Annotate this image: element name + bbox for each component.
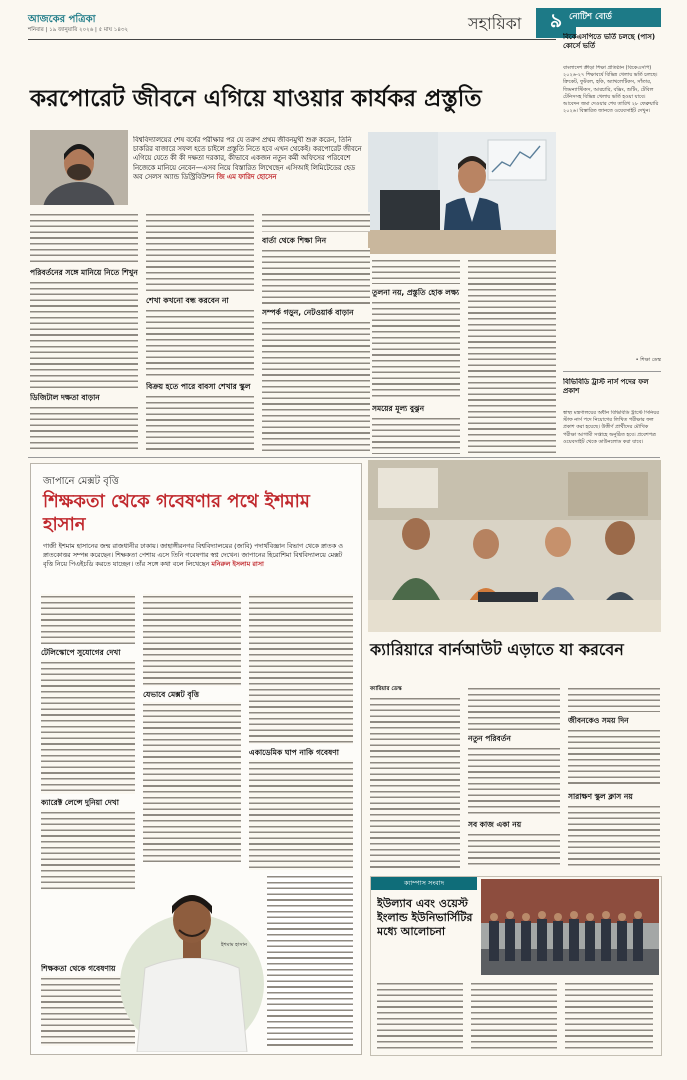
burnout-subhead-2: সব কাজ একা নয়	[468, 820, 522, 829]
lead-subhead-4: বিক্রয় হতে পারে বাবসা শেখার স্কুল	[146, 382, 251, 391]
burnout-byline: ক্যারিয়ার ডেস্ক	[370, 686, 402, 692]
feature-col-2-text-b	[143, 702, 241, 862]
lead-col-1-text-c	[30, 405, 138, 453]
ishmam-portrait-illustration	[117, 864, 267, 1052]
burnout-title: ক্যারিয়ারে বার্নআউট এড়াতে যা করবেন	[370, 640, 624, 659]
lead-col-2-text	[146, 212, 254, 292]
feature-box	[30, 463, 362, 1055]
burnout-subhead-4: সারাক্ষণ স্কুল ক্লাস নয়	[568, 792, 633, 801]
lead-subhead-8: সময়ের মূল্য বুঝুন	[372, 404, 425, 413]
lead-col-3-text	[262, 212, 370, 232]
burnout-col-2-text-c	[468, 832, 560, 868]
feature-subhead-2: যেভাবে মেক্সট বৃত্তি	[143, 690, 200, 699]
lead-subhead-1: ডিজিটাল দক্ষতা বাড়ান	[30, 393, 100, 402]
notice-divider	[563, 371, 661, 372]
lead-subhead-6: সম্পর্ক গড়ুন, নেটওয়ার্ক বাড়ান	[262, 308, 354, 317]
feature-kicker: জাপানে মেক্সট বৃত্তি	[43, 476, 119, 487]
campus-title: ইউল্যাব এবং ওয়েস্ট ইংলান্ড ইউনিভার্সিটির মধ্যে আলোচনা	[377, 897, 473, 938]
paper-logo: আজকের পত্রিকা	[28, 14, 96, 25]
burnout-col-3-text	[568, 686, 660, 712]
main-headline: করপোরেট জীবনে এগিয়ে যাওয়ার কার্যকর প্রস্তুতি	[30, 86, 482, 112]
lead-subhead-3: শেখা কখনো বন্ধ করবেন না	[146, 296, 229, 305]
feature-photo-caption: ইশমাম হাসান	[221, 942, 247, 948]
burnout-col-3-text-c	[568, 804, 660, 868]
burnout-col-2-text-b	[468, 746, 560, 816]
feature-col-1-text	[41, 594, 135, 644]
lead-col-2-text-c	[146, 394, 254, 454]
lead-col-1-text	[30, 212, 138, 264]
campus-label: ক্যাম্পাস সংবাদ	[403, 879, 445, 887]
lead-intro-text: বিশ্ববিদ্যালয়ের শেষ বর্ষের পরীক্ষার পর যে তরুণ প্রথম জীবনমুখী শুরু করেন, তিনি চাকরির বাজারে সফল হতে চাইলে প্রস্তুতি নিতে হবে এখন থেকেই। করপোরেট জীবনে এগিয়ে যেতে কী কী দক্ষতা দরকার, কীভাবে একজন নতুন কর্মী অফিসের পরিবেশে নিজেকে মানিয়ে নেবেন—এসব নিয়ে বিস্তারিত লিখেছেন এসিআই লিমিটেডের হেড অব সেলস অ্যান্ড ডিস্ট্রিবিউশন	[133, 136, 362, 181]
campus-col-1-text	[377, 981, 463, 1049]
notice-1-body: বাংলাদেশ ক্রীড়া শিক্ষা প্রতিষ্ঠান (বিকেএসপি) ২০২৬-২৭ শিক্ষাবর্ষে বিভিন্ন খেলায় ভর্তি চলছে। ক্রিকেট, ফুটবল, হকি, অ্যাথলেটিকস, সাঁতার, জিমন্যাস্টিকস, আরচারি, বক্সিং, শুটিং, টেবিল টেনিসসহ বিভিন্ন খেলায় ভর্তি হওয়া যাবে। আবেদন জমা দেওয়ার শেষ তারিখ ২৮ ফেব্রুয়ারি ২০২৬। বিস্তারিত জানতে ওয়েবসাইট দেখুন।	[563, 65, 659, 115]
feature-col-3-text	[249, 594, 353, 744]
notice-1-title: বিকেএসপিতে ভর্তি চলছে (পাস) কোর্সে ভর্তি	[563, 33, 656, 50]
feature-portrait	[117, 864, 267, 1052]
feature-subhead-3: ক্যারেক্ট লেন্সে দুনিয়া দেখা	[41, 798, 119, 807]
feature-col-1-text-b	[41, 660, 135, 794]
lead-subhead-5: বার্তা থেকে শিক্ষা নিন	[262, 236, 327, 245]
lead-col-1-text-b	[30, 280, 138, 388]
campus-col-2-text	[471, 981, 557, 1049]
campus-photo	[481, 879, 659, 975]
businessman-at-desk-illustration	[368, 132, 556, 254]
group-photo-illustration	[481, 879, 659, 975]
lead-body-right	[372, 258, 556, 454]
author-photo	[30, 130, 128, 205]
feature-intro	[43, 542, 349, 587]
section-divider	[28, 457, 660, 458]
burnout-col-2-text	[468, 686, 560, 730]
lead-col-4-text-b	[372, 300, 460, 400]
feature-col-2-text	[143, 594, 241, 686]
lead-col-4-text	[372, 258, 460, 284]
burnout-subhead-3: জীবনকেও সময় দিন	[568, 716, 629, 725]
dateline: শনিবার | ১৯ জানুয়ারি ২০২৬ | ৫ মাঘ ১৪৩২	[28, 27, 129, 33]
lead-intro	[133, 136, 363, 204]
burnout-col-1-text	[370, 696, 460, 868]
notice-2-title: বিভিবিডি ট্রাস্ট নার্স পদের ফল প্রকাশ	[563, 378, 649, 395]
lead-author: জি এম ফারিদ হোসেন	[216, 172, 277, 181]
lead-col-2-text-b	[146, 308, 254, 378]
campus-news-box	[370, 876, 662, 1056]
feature-intro-text: গাজী ইশমাম হাসানের জন্ম রাজধানীর ঢাকায়। জাহাঙ্গীরনগর বিশ্ববিদ্যালয়ের (জাবি) পদার্থবিজ্ঞান বিভাগ থেকে স্নাতক ও স্নাতকোত্তর সম্পন্ন করেছেন। শিক্ষকতা পেশায় এসে তিনি গবেষণার স্বপ্ন দেখেন। জাপানের হিরোশিমা বিশ্ববিদ্যালয়ে মেক্সট বৃত্তি নিয়ে পিএইচডি করতে যাচ্ছেন। তাঁর সঙ্গে কথা বলে লিখেছেন	[43, 542, 343, 568]
lead-col-4-text-c	[372, 416, 460, 454]
page-number: ৯	[549, 10, 563, 32]
lead-col-3-text-c	[262, 320, 370, 454]
section-name: সহায়িকা	[468, 14, 522, 33]
notice-board-label: নোটিশ বোর্ড	[563, 8, 661, 27]
notice-2-body: স্বাস্থ্য মন্ত্রণালয়ের অধীন বিভিবিডি ট্রাস্টে সিনিয়র স্টাফ নার্স পদে নিয়োগের লিখিত পরীক্ষার ফল প্রকাশ করা হয়েছে। উত্তীর্ণ প্রার্থীদের মৌখিক পরীক্ষা আগামী সপ্তাহে অনুষ্ঠিত হবে। প্রবেশপত্র ওয়েবসাইট থেকে ডাউনলোড করা যাবে।	[563, 410, 659, 445]
lead-subhead-2: পরিবর্তনের সঙ্গে মানিয়ে নিতে শিখুন	[30, 268, 138, 277]
burnout-col-3-text-b	[568, 728, 660, 788]
feature-col-3-text-b	[249, 760, 353, 870]
office-photo	[368, 132, 556, 254]
feature-subhead-5: শিক্ষকতা থেকে গবেষণায়	[41, 964, 116, 973]
campus-col-3-text	[565, 981, 653, 1049]
team-meeting-illustration	[368, 460, 661, 632]
lead-col-3-text-b	[262, 248, 370, 304]
author-portrait-illustration	[30, 130, 128, 205]
feature-subhead-4: একাডেমিক ঘাপ নাকি গবেষণা	[249, 748, 339, 757]
feature-title: শিক্ষকতা থেকে গবেষণার পথে ইশমাম হাসান	[43, 491, 310, 535]
campus-label-bar	[371, 877, 477, 890]
feature-author: মনিরুল ইসলাম রাসা	[211, 559, 264, 568]
burnout-body	[370, 686, 660, 868]
feature-col-side-text	[267, 874, 353, 1046]
notice-1-credit: • শিক্ষা ডেস্ক	[635, 357, 661, 363]
burnout-subhead-1: নতুন পরিবর্তন	[468, 734, 511, 743]
masthead-rule	[28, 39, 556, 40]
lead-col-5-text	[468, 258, 556, 454]
feature-subhead-1: টেলিস্কোপে সুযোগের দেখা	[41, 648, 121, 657]
lead-body	[30, 210, 370, 455]
lead-subhead-7: তুলনা নয়, প্রস্তুতি হোক লক্ষ্য	[372, 288, 460, 297]
team-photo	[368, 460, 661, 632]
